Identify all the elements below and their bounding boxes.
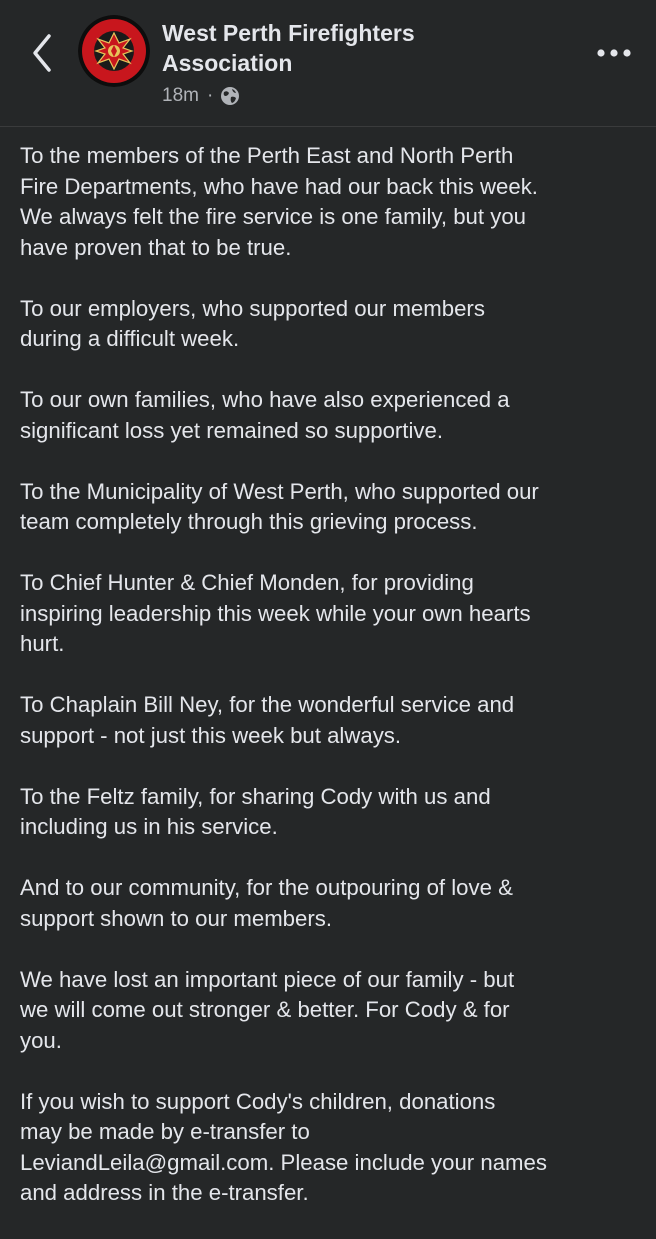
post-text — [20, 141, 644, 1239]
more-options-button[interactable] — [594, 38, 634, 68]
post-meta — [162, 85, 240, 107]
meta-separator: · — [206, 85, 214, 106]
post-paragraph: To Chief Hunter & Chief Monden, for providing inspiring leadership this week while your own hearts hurt. — [20, 570, 531, 656]
post-paragraph: To the Municipality of West Perth, who supported our team completely through this grieving process. — [20, 478, 539, 534]
post-timestamp[interactable]: 18m — [162, 85, 199, 106]
chevron-left-icon — [31, 33, 53, 73]
post-paragraph: To the members of the Perth East and North Perth Fire Departments, who have had our back this week. We always felt the fire service is one family, but you have proven that to be true. — [20, 143, 538, 260]
post-paragraph: And to our community, for the outpouring of love & support shown to our members. — [20, 875, 513, 931]
post-paragraph: To the Feltz family, for sharing Cody with us and including us in his service. — [20, 783, 491, 839]
post-header — [0, 0, 656, 127]
page-avatar[interactable] — [78, 15, 150, 87]
post-paragraph: To Chaplain Bill Ney, for the wonderful service and support - not just this week but always. — [20, 692, 515, 748]
globe-icon[interactable] — [220, 86, 240, 106]
more-horizontal-icon — [597, 49, 631, 57]
post-paragraph: To our own families, who have also experienced a significant loss yet remained so supportive. — [20, 387, 510, 443]
post-paragraph: To our employers, who supported our members during a difficult week. — [20, 295, 485, 351]
post-paragraph: We have lost an important piece of our family - but we will come out stronger & better. For Cody & for you. — [20, 966, 515, 1053]
page-name-link[interactable]: West Perth Firefighters Association — [162, 20, 415, 76]
post-paragraph: If you wish to support Cody's children, donations may be made by e-transfer to LeviandLeila@gmail.com. Please include your names and address in the e-transfer. — [20, 1088, 547, 1205]
fire-department-logo — [78, 15, 150, 87]
back-button[interactable] — [22, 30, 62, 76]
